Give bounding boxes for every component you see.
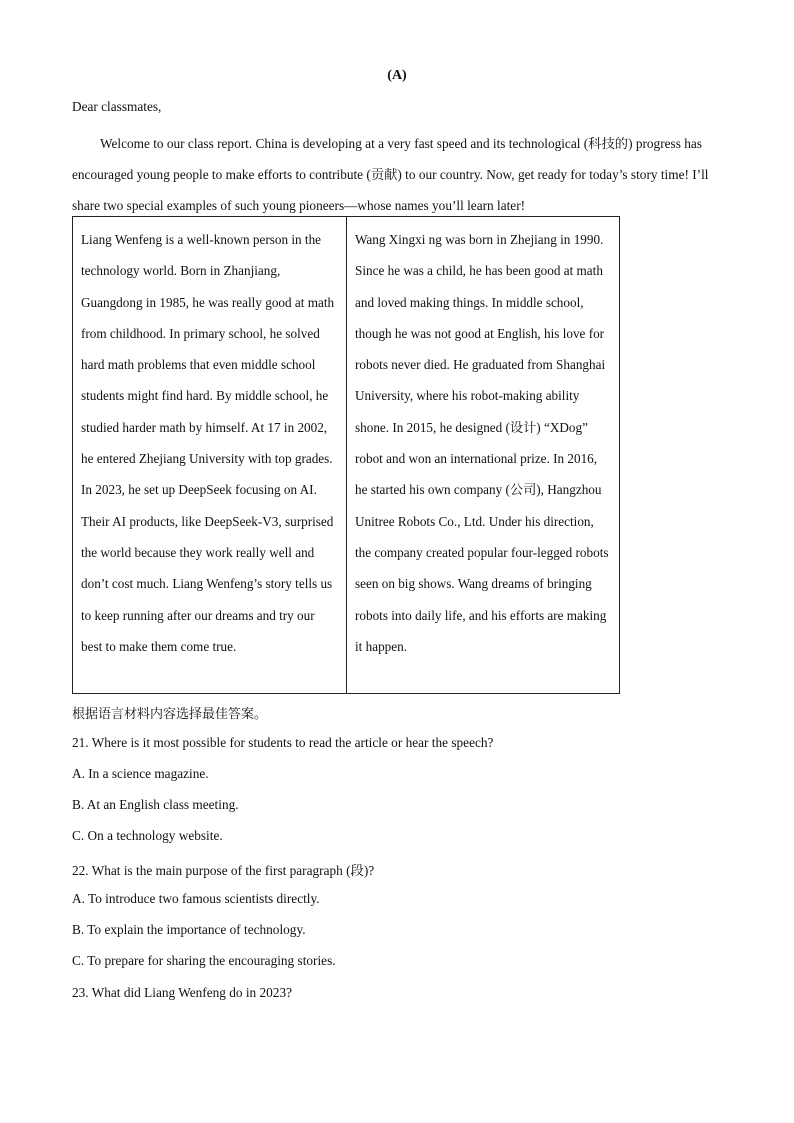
intro-text: Welcome to our class report. China is developing at a very fast speed and its technological (科技的) progress has encouraged young people to make efforts to contribute (贡献) to our country. Now, get ready for today’s story time! I’ll share two special examples of such young pioneers—whose names you’ll learn later! [72, 136, 709, 213]
question-23: 23. What did Liang Wenfeng do in 2023? [72, 985, 293, 1000]
intro-paragraph [72, 128, 722, 221]
section-heading: (A) [387, 68, 407, 83]
story-liang-wenfeng: Liang Wenfeng is a well-known person in the technology world. Born in Zhanjiang, Guangdong in 1985, he was really good at math from childhood. In primary school, he solved hard math problems that even middle school students might find hard. By middle school, he studied harder math by himself. At 17 in 2002, he entered Zhejiang University with top grades. In 2023, he set up DeepSeek focusing on AI. Their AI products, like DeepSeek-V3, surprised the world because they work really well and don’t cost much. Liang Wenfeng’s story tells us to keep running after our dreams and try our best to make them come true. [73, 217, 347, 693]
question-21-option-b: B. At an English class meeting. [72, 797, 239, 812]
question-22: 22. What is the main purpose of the first paragraph (段)? [72, 863, 375, 878]
question-21-option-c: C. On a technology website. [72, 828, 223, 843]
question-22-option-b: B. To explain the importance of technology. [72, 922, 306, 937]
story-wang-xingxing: Wang Xingxi ng was born in Zhejiang in 1990. Since he was a child, he has been good at math and loved making things. In middle school, though he was not good at English, his love for robots never died. He graduated from Shanghai University, where his robot-making ability shone. In 2015, he designed (设计) “XDog” robot and won an international prize. In 2016, he started his own company (公司), Hangzhou Unitree Robots Co., Ltd. Under his direction, the company created popular four-legged robots seen on big shows. Wang dreams of bringing robots into daily life, and his efforts are making it happen. [355, 232, 609, 654]
instruction: 根据语言材料内容选择最佳答案。 [72, 707, 268, 722]
question-21: 21. Where is it most possible for students to read the article or hear the speech? [72, 735, 494, 750]
question-22-option-a: A. To introduce two famous scientists directly. [72, 891, 320, 906]
question-22-option-c: C. To prepare for sharing the encouraging stories. [72, 953, 336, 968]
salutation: Dear classmates, [72, 99, 162, 114]
stories-table [72, 216, 620, 694]
question-21-option-a: A. In a science magazine. [72, 766, 209, 781]
